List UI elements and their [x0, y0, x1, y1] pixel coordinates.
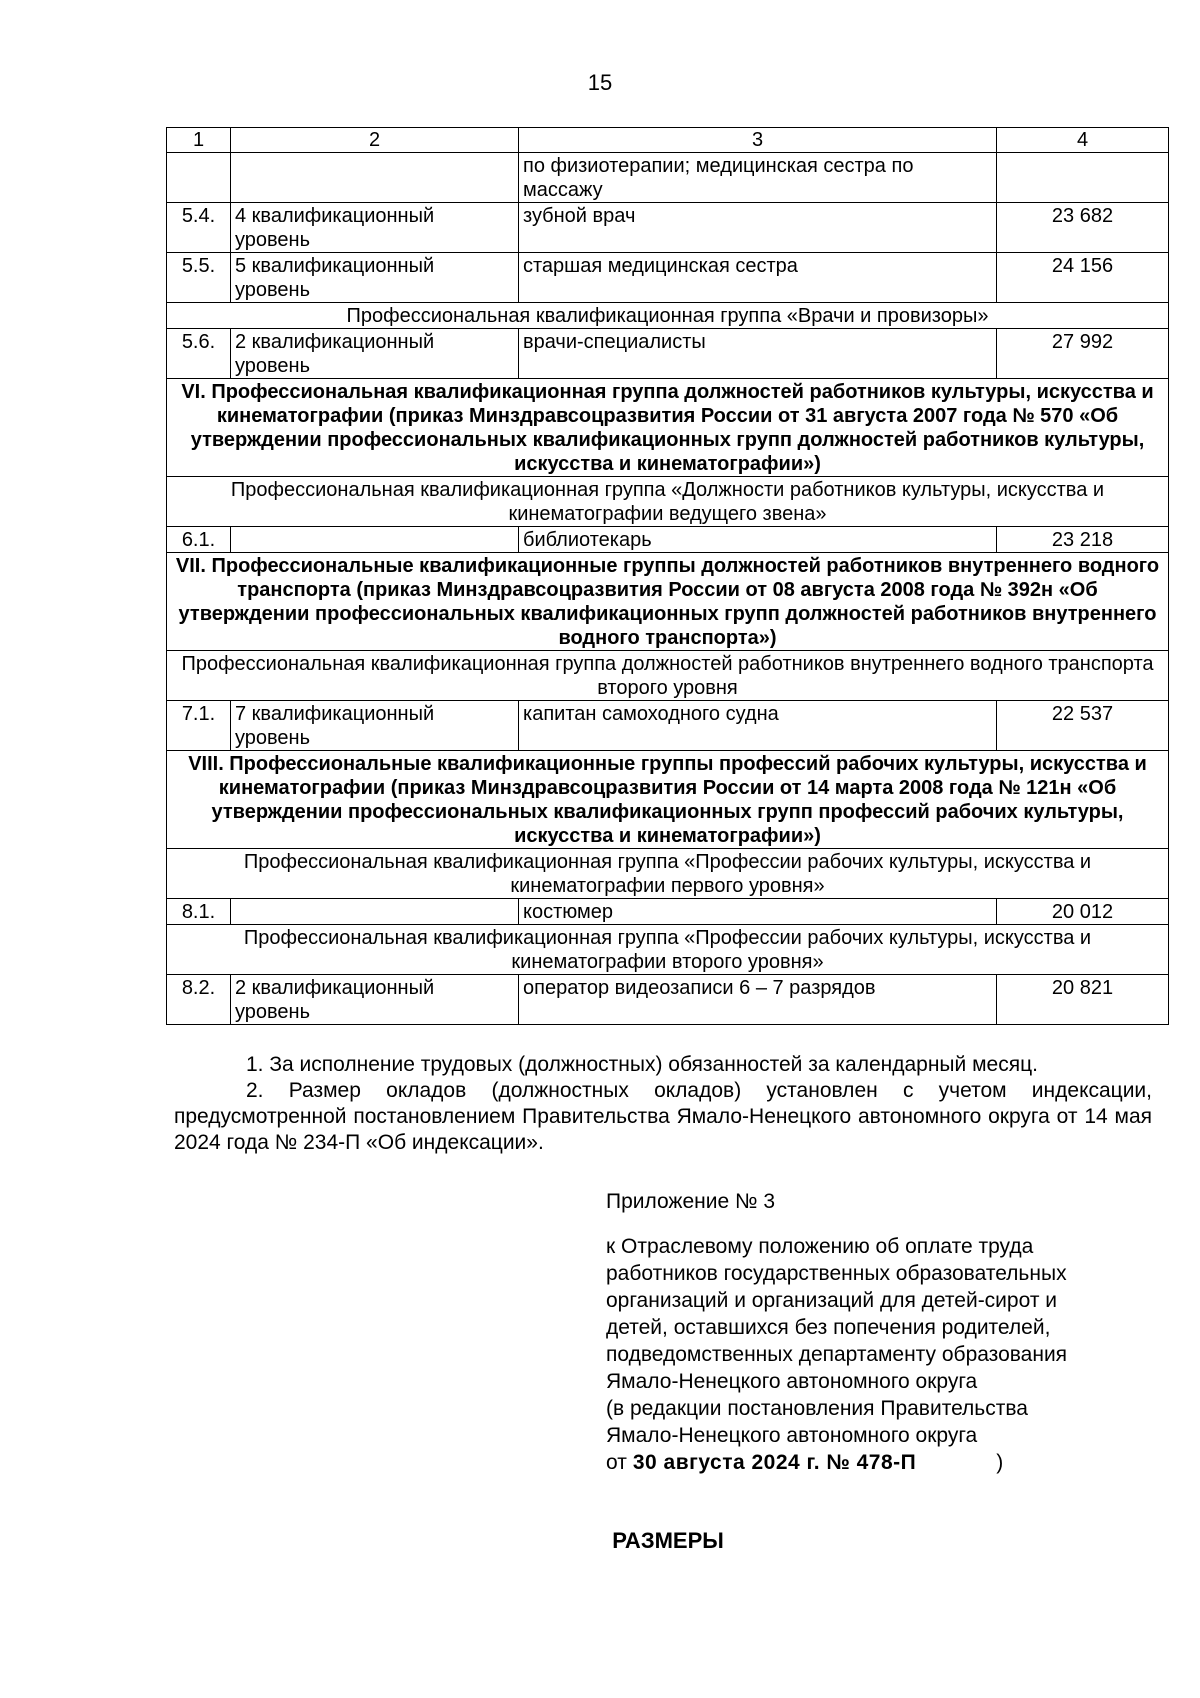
- section-heading-cell: VI. Профессиональная квалификационная группа должностей работников культуры, искусства и кинематографии (приказ Минздравсоцразвития России от 31 августа 2007 года № 570 «Об утверждении профессиональных квалификационных групп должностей работников культуры, искусства и кинематографии»): [167, 379, 1169, 477]
- position-cell: по физиотерапии; медицинская сестра по массажу: [519, 153, 997, 203]
- salary-cell: 24 156: [997, 253, 1169, 303]
- row-number-cell: [167, 153, 231, 203]
- date-close: ): [996, 1451, 1004, 1474]
- group-heading-cell: Профессиональная квалификационная группа «Врачи и провизоры»: [167, 303, 1169, 329]
- appendix-date-line: [606, 1449, 1166, 1476]
- salary-cell: 20 821: [997, 975, 1169, 1025]
- position-cell: библиотекарь: [519, 527, 997, 553]
- appendix-line: (в редакции постановления Правительства: [606, 1397, 1028, 1420]
- salary-cell: 22 537: [997, 701, 1169, 751]
- appendix-line: Ямало-Ненецкого автономного округа: [606, 1370, 978, 1393]
- table-row-data: [167, 329, 1169, 379]
- table-row-data: [167, 701, 1169, 751]
- footnote-1: 1. За исполнение трудовых (должностных) обязанностей за календарный месяц.: [246, 1053, 1038, 1076]
- header-cell: 4: [997, 128, 1169, 153]
- section-heading-cell: VII. Профессиональные квалификационные группы должностей работников внутреннего водного транспорта (приказ Минздравсоцразвития России от 08 августа 2008 года № 392н «Об утверждении профессиональных квалификационных групп должностей работников внутреннего водного транспорта»): [167, 553, 1169, 651]
- qualification-level-cell: 5 квалификационный уровень: [231, 253, 519, 303]
- header-cell: 2: [231, 128, 519, 153]
- appendix-title: Приложение № 3: [606, 1190, 776, 1213]
- table-row-data: [167, 975, 1169, 1025]
- table-row-section: [167, 751, 1169, 849]
- row-number-cell: 8.2.: [167, 975, 231, 1025]
- header-cell: 1: [167, 128, 231, 153]
- appendix-line: работников государственных образовательных: [606, 1262, 1067, 1285]
- footnotes: [174, 1052, 1152, 1156]
- position-cell: костюмер: [519, 899, 997, 925]
- table-row-group: [167, 849, 1169, 899]
- qualification-level-cell: 4 квалификационный уровень: [231, 203, 519, 253]
- table-row-group: [167, 303, 1169, 329]
- salary-cell: 27 992: [997, 329, 1169, 379]
- position-cell: зубной врач: [519, 203, 997, 253]
- qualification-level-cell: 7 квалификационный уровень: [231, 701, 519, 751]
- group-heading-cell: Профессиональная квалификационная группа «Должности работников культуры, искусства и кинематографии ведущего звена»: [167, 477, 1169, 527]
- table-row-group: [167, 651, 1169, 701]
- table-row-section: [167, 553, 1169, 651]
- section-heading-cell: VIII. Профессиональные квалификационные группы профессий рабочих культуры, искусства и кинематографии (приказ Минздравсоцразвития России от 14 марта 2008 года № 121н «Об утверждении профессиональных квалификационных групп профессий рабочих культуры, искусства и кинематографии»): [167, 751, 1169, 849]
- appendix-line: к Отраслевому положению об оплате труда: [606, 1235, 1034, 1258]
- table-row-data: [167, 899, 1169, 925]
- position-cell: капитан самоходного судна: [519, 701, 997, 751]
- page-number: 15: [587, 70, 613, 95]
- position-cell: оператор видеозаписи 6 – 7 разрядов: [519, 975, 997, 1025]
- position-cell: старшая медицинская сестра: [519, 253, 997, 303]
- header-cell: 3: [519, 128, 997, 153]
- salary-cell: 23 682: [997, 203, 1169, 253]
- row-number-cell: 6.1.: [167, 527, 231, 553]
- appendix-line: подведомственных департаменту образования: [606, 1343, 1068, 1366]
- row-number-cell: 5.6.: [167, 329, 231, 379]
- table-row-data: [167, 253, 1169, 303]
- appendix-text: [606, 1233, 1166, 1449]
- table-row-data: [167, 527, 1169, 553]
- table-row-section: [167, 379, 1169, 477]
- qualification-level-cell: 2 квалификационный уровень: [231, 329, 519, 379]
- position-cell: врачи-специалисты: [519, 329, 997, 379]
- appendix-line: Ямало-Ненецкого автономного округа: [606, 1424, 978, 1447]
- salary-cell: [997, 153, 1169, 203]
- appendix-line: детей, оставшихся без попечения родителей,: [606, 1316, 1051, 1339]
- qualification-level-cell: [231, 899, 519, 925]
- group-heading-cell: Профессиональная квалификационная группа «Профессии рабочих культуры, искусства и кинематографии первого уровня»: [167, 849, 1169, 899]
- appendix-line: организаций и организаций для детей-сирот и: [606, 1289, 1057, 1312]
- decree-date: 30 августа 2024 г. № 478-П: [632, 1451, 917, 1474]
- salary-table: [166, 127, 1169, 1025]
- row-number-cell: 5.4.: [167, 203, 231, 253]
- table-row-group: [167, 925, 1169, 975]
- appendix-block: [606, 1188, 1166, 1476]
- table-row-data: [167, 203, 1169, 253]
- document-heading: РАЗМЕРЫ: [612, 1528, 724, 1553]
- table-row-data: [167, 153, 1169, 203]
- group-heading-cell: Профессиональная квалификационная группа «Профессии рабочих культуры, искусства и кинематографии второго уровня»: [167, 925, 1169, 975]
- qualification-level-cell: [231, 527, 519, 553]
- row-number-cell: 7.1.: [167, 701, 231, 751]
- table-header-row: [167, 128, 1169, 153]
- group-heading-cell: Профессиональная квалификационная группа должностей работников внутреннего водного транспорта второго уровня: [167, 651, 1169, 701]
- salary-cell: 20 012: [997, 899, 1169, 925]
- row-number-cell: 8.1.: [167, 899, 231, 925]
- qualification-level-cell: 2 квалификационный уровень: [231, 975, 519, 1025]
- table-row-group: [167, 477, 1169, 527]
- salary-cell: 23 218: [997, 527, 1169, 553]
- qualification-level-cell: [231, 153, 519, 203]
- row-number-cell: 5.5.: [167, 253, 231, 303]
- footnote-2: 2. Размер окладов (должностных окладов) установлен с учетом индексации, предусмотренной постановлением Правительства Ямало-Ненецкого автономного округа от 14 мая 2024 года № 234-П «Об индексации».: [174, 1079, 1152, 1154]
- date-prefix: от: [606, 1451, 627, 1474]
